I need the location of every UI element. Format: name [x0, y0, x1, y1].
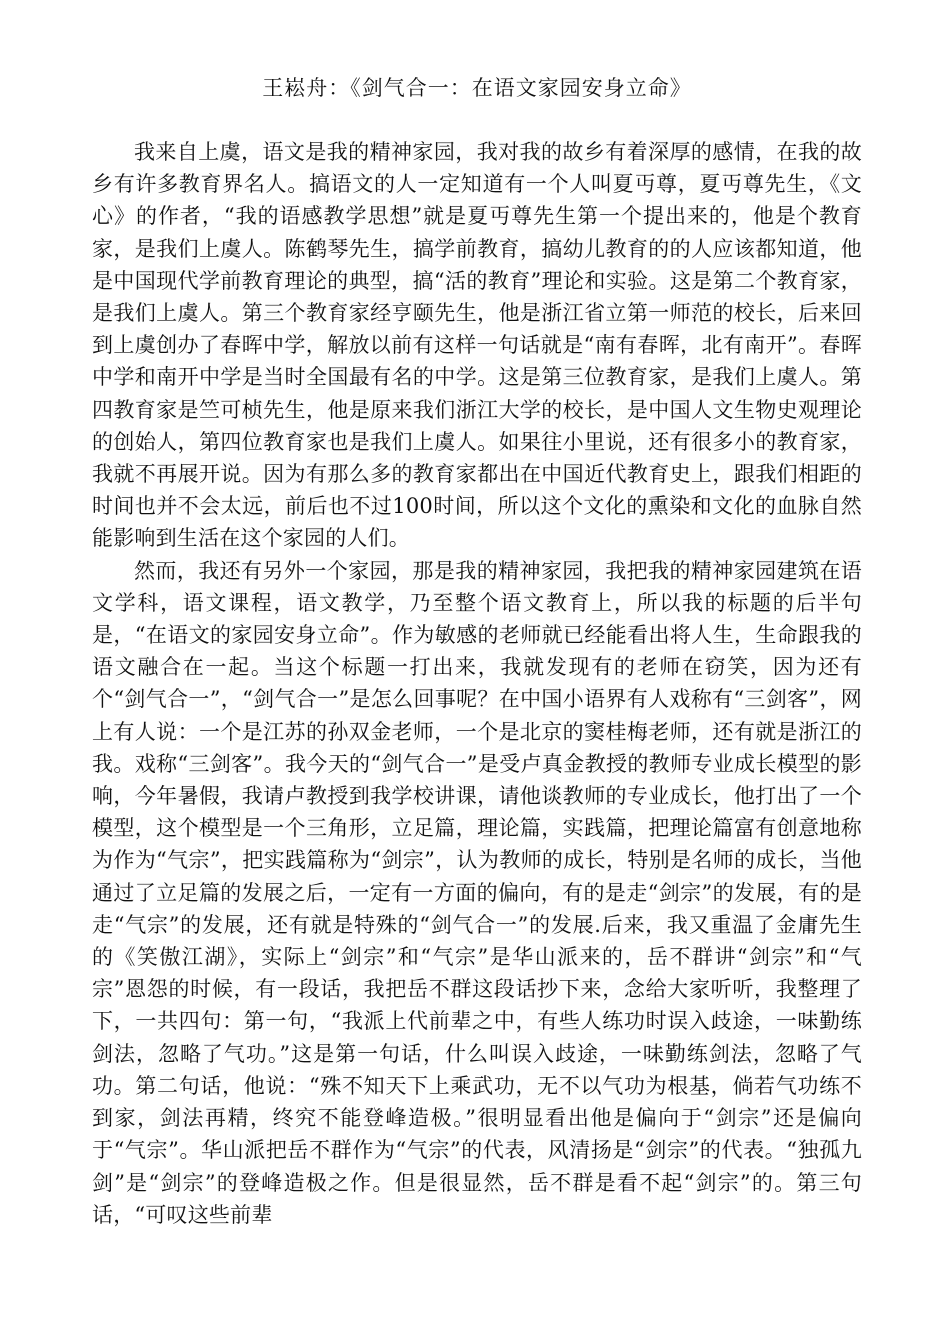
document-title: 王崧舟：《剑气合一：在语文家园安身立命》 — [262, 76, 692, 100]
paragraph-2: 然而，我还有另外一个家园，那是我的精神家园，我把我的精神家园建筑在语文学科，语文课程，语文教学，乃至整个语文教育上，所以我的标题的后半句是，“在语文的家园安身立命”。作为敏感的老师就已经能看出将人生，生命跟我的语文融合在一起。当这个标题一打出来，我就发现有的老师在窃笑，因为还有个“剑气合一”，“剑气合一”是怎么回事呢？在中国小语界有人戏称有“三剑客”，网上有人说：一个是江苏的孙双金老师，一个是北京的窦桂梅老师，还有就是浙江的我。戏称“三剑客”。我今天的“剑气合一”是受卢真金教授的教师专业成长模型的影响，今年暑假，我请卢教授到我学校讲课，请他谈教师的专业成长，他打出了一个模型，这个模型是一个三角形，立足篇，理论篇，实践篇，把理论篇富有创意地称为作为“气宗”，把实践篇称为“剑宗”，认为教师的成长，特别是名师的成长，当他通过了立足篇的发展之后，一定有一方面的偏向，有的是走“剑宗”的发展，有的是走“气宗”的发展，还有就是特殊的“剑气合一”的发展.后来，我又重温了金庸先生的《笑傲江湖》，实际上“剑宗”和“气宗”是华山派来的，岳不群讲“剑宗”和“气宗”恩怨的时候，有一段话，我把岳不群这段话抄下来，念给大家听听，我整理了下，一共四句：第一句，“我派上代前辈之中，有些人练功时误入歧途，一味勤练剑法，忽略了气功。”这是第一句话，什么叫误入歧途，一味勤练剑法，忽略了气功。第二句话，他说：“殊不知天下上乘武功，无不以气功为根基，倘若气功练不到家，剑法再精，终究不能登峰造极。”很明显看出他是偏向于“剑宗”还是偏向于“气宗”。华山派把岳不群作为“气宗”的代表，风清扬是“剑宗”的代表。“独孤九剑”是“剑宗”的登峰造极之作。但是很显然，岳不群是看不起“剑宗”的。第三句话，“可叹这些前辈 — [92, 558, 862, 1227]
paragraph-1: 我来自上虞，语文是我的精神家园，我对我的故乡有着深厚的感情，在我的故乡有许多教育界名人。搞语文的人一定知道有一个人叫夏丏尊，夏丏尊先生，《文心》的作者，“我的语感教学思想”就是夏丏尊先生第一个提出来的，他是个教育家，是我们上虞人。陈鹤琴先生，搞学前教育，搞幼儿教育的的人应该都知道，他是中国现代学前教育理论的典型，搞“活的教育”理论和实验。这是第二个教育家，是我们上虞人。第三个教育家经亨颐先生，他是浙江省立第一师范的校长，后来回到上虞创办了春晖中学，解放以前有这样一句话就是“南有春晖，北有南开”。春晖中学和南开中学是当时全国最有名的中学。这是第三位教育家，是我们上虞人。第四教育家是竺可桢先生，他是原来我们浙江大学的校长，是中国人文生物史观理论的创始人，第四位教育家也是我们上虞人。如果往小里说，还有很多小的教育家，我就不再展开说。因为有那么多的教育家都出在中国近代教育史上，跟我们相距的时间也并不会太远，前后也不过100时间，所以这个文化的熏染和文化的血脉自然能影响到生活在这个家园的人们。 — [92, 140, 862, 551]
document-page — [92, 70, 862, 1231]
